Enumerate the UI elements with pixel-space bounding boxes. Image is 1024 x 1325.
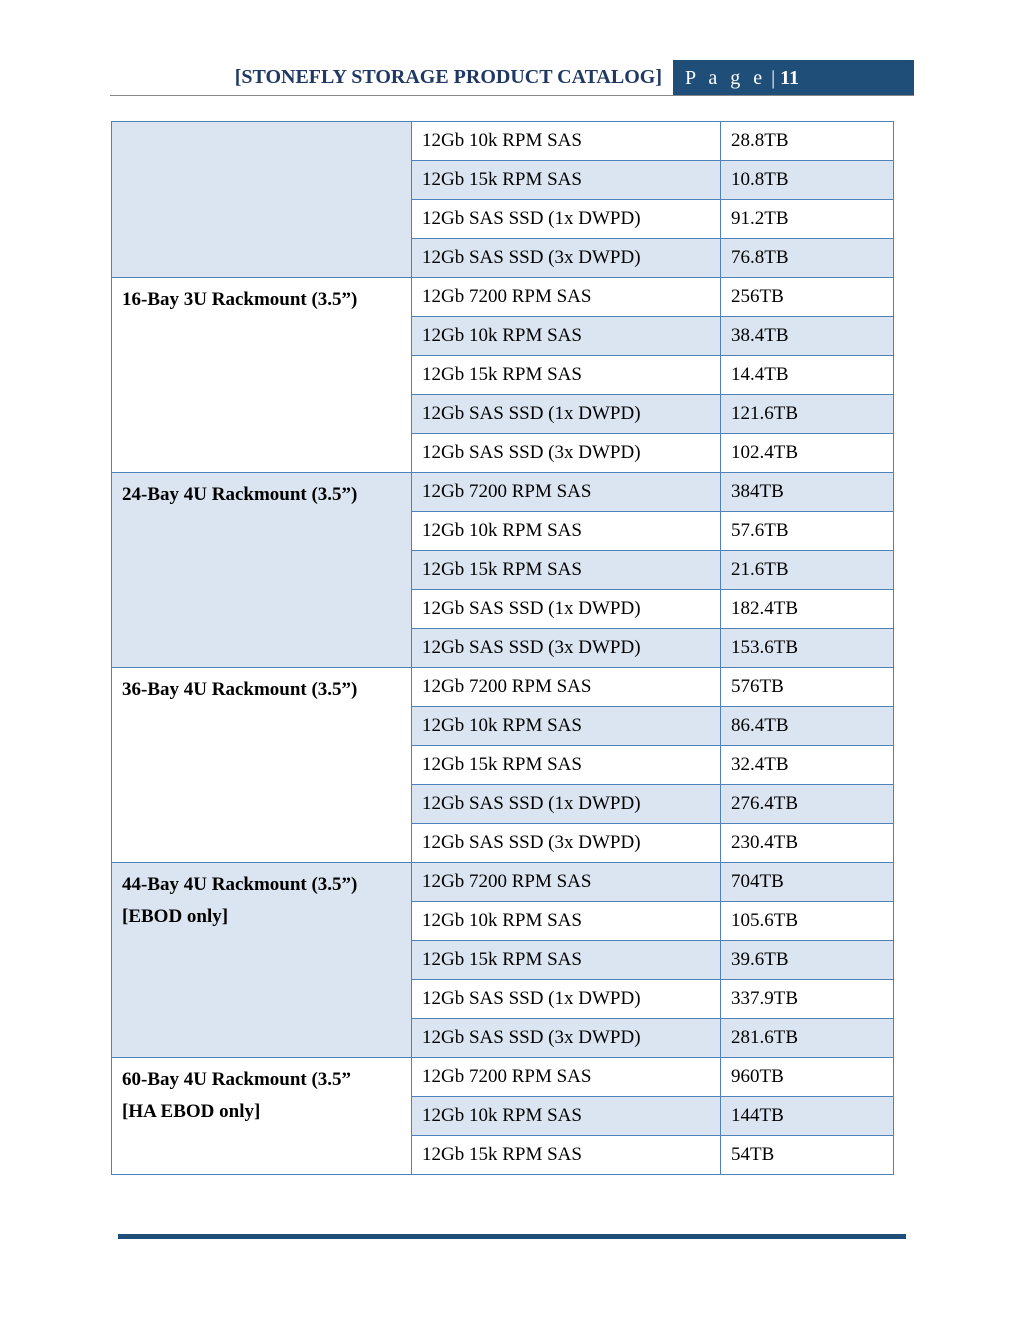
capacity-cell: 144TB	[721, 1097, 894, 1136]
table-row	[112, 122, 894, 161]
capacity-cell: 230.4TB	[721, 824, 894, 863]
table-row	[112, 668, 894, 707]
page-indicator	[673, 60, 914, 96]
capacity-cell: 38.4TB	[721, 317, 894, 356]
capacity-cell: 10.8TB	[721, 161, 894, 200]
capacity-cell: 102.4TB	[721, 434, 894, 473]
capacity-cell: 182.4TB	[721, 590, 894, 629]
enclosure-label: 24-Bay 4U Rackmount (3.5”)	[122, 484, 358, 505]
capacity-cell: 76.8TB	[721, 239, 894, 278]
drive-type-cell: 12Gb 7200 RPM SAS	[412, 473, 721, 512]
page-number: 11	[780, 67, 800, 89]
capacity-cell: 57.6TB	[721, 512, 894, 551]
drive-type-cell: 12Gb SAS SSD (3x DWPD)	[412, 629, 721, 668]
enclosure-label-cell	[112, 1058, 412, 1175]
drive-type-cell: 12Gb 15k RPM SAS	[412, 941, 721, 980]
page-label: P a g e	[685, 67, 767, 89]
drive-type-cell: 12Gb 10k RPM SAS	[412, 317, 721, 356]
capacity-cell: 337.9TB	[721, 980, 894, 1019]
enclosure-label: [EBOD only]	[122, 906, 229, 927]
drive-type-cell: 12Gb 7200 RPM SAS	[412, 278, 721, 317]
catalog-title: [STONEFLY STORAGE PRODUCT CATALOG]	[234, 66, 662, 88]
drive-type-cell: 12Gb 10k RPM SAS	[412, 707, 721, 746]
drive-type-cell: 12Gb SAS SSD (1x DWPD)	[412, 395, 721, 434]
capacity-cell: 86.4TB	[721, 707, 894, 746]
footer-divider	[118, 1234, 906, 1239]
drive-type-cell: 12Gb SAS SSD (3x DWPD)	[412, 824, 721, 863]
table-row	[112, 278, 894, 317]
header-divider	[110, 95, 914, 96]
drive-type-cell: 12Gb 10k RPM SAS	[412, 512, 721, 551]
capacity-cell: 39.6TB	[721, 941, 894, 980]
enclosure-label-cell	[112, 668, 412, 863]
capacity-cell: 121.6TB	[721, 395, 894, 434]
drive-type-cell: 12Gb SAS SSD (1x DWPD)	[412, 200, 721, 239]
drive-type-cell: 12Gb 10k RPM SAS	[412, 1097, 721, 1136]
capacity-cell: 14.4TB	[721, 356, 894, 395]
drive-type-cell: 12Gb SAS SSD (3x DWPD)	[412, 1019, 721, 1058]
capacity-cell: 281.6TB	[721, 1019, 894, 1058]
drive-type-cell: 12Gb 15k RPM SAS	[412, 551, 721, 590]
drive-type-cell: 12Gb 15k RPM SAS	[412, 1136, 721, 1175]
drive-type-cell: 12Gb SAS SSD (1x DWPD)	[412, 590, 721, 629]
enclosure-label-cell	[112, 473, 412, 668]
enclosure-label: 44-Bay 4U Rackmount (3.5”)	[122, 874, 358, 895]
capacity-cell: 576TB	[721, 668, 894, 707]
table-row	[112, 863, 894, 902]
capacity-cell: 960TB	[721, 1058, 894, 1097]
drive-type-cell: 12Gb 7200 RPM SAS	[412, 863, 721, 902]
capacity-table	[111, 121, 894, 1175]
enclosure-label: 36-Bay 4U Rackmount (3.5”)	[122, 679, 358, 700]
drive-type-cell: 12Gb 7200 RPM SAS	[412, 668, 721, 707]
drive-type-cell: 12Gb 7200 RPM SAS	[412, 1058, 721, 1097]
capacity-cell: 32.4TB	[721, 746, 894, 785]
capacity-cell: 256TB	[721, 278, 894, 317]
enclosure-label: 60-Bay 4U Rackmount (3.5”	[122, 1069, 352, 1090]
enclosure-label: 16-Bay 3U Rackmount (3.5”)	[122, 289, 358, 310]
drive-type-cell: 12Gb 15k RPM SAS	[412, 161, 721, 200]
page-separator: |	[771, 67, 776, 89]
capacity-cell: 153.6TB	[721, 629, 894, 668]
enclosure-label-cell	[112, 278, 412, 473]
table-row	[112, 473, 894, 512]
enclosure-label-cell	[112, 863, 412, 1058]
drive-type-cell: 12Gb SAS SSD (1x DWPD)	[412, 785, 721, 824]
capacity-cell: 704TB	[721, 863, 894, 902]
drive-type-cell: 12Gb SAS SSD (3x DWPD)	[412, 239, 721, 278]
enclosure-label: [HA EBOD only]	[122, 1101, 261, 1122]
capacity-cell: 21.6TB	[721, 551, 894, 590]
drive-type-cell: 12Gb 15k RPM SAS	[412, 356, 721, 395]
capacity-cell: 54TB	[721, 1136, 894, 1175]
capacity-cell: 91.2TB	[721, 200, 894, 239]
page-header	[110, 60, 914, 96]
drive-type-cell: 12Gb 10k RPM SAS	[412, 122, 721, 161]
capacity-cell: 28.8TB	[721, 122, 894, 161]
capacity-cell: 105.6TB	[721, 902, 894, 941]
drive-type-cell: 12Gb 10k RPM SAS	[412, 902, 721, 941]
capacity-cell: 276.4TB	[721, 785, 894, 824]
enclosure-label-cell	[112, 122, 412, 278]
drive-type-cell: 12Gb SAS SSD (1x DWPD)	[412, 980, 721, 1019]
drive-type-cell: 12Gb SAS SSD (3x DWPD)	[412, 434, 721, 473]
drive-type-cell: 12Gb 15k RPM SAS	[412, 746, 721, 785]
capacity-cell: 384TB	[721, 473, 894, 512]
table-row	[112, 1058, 894, 1097]
